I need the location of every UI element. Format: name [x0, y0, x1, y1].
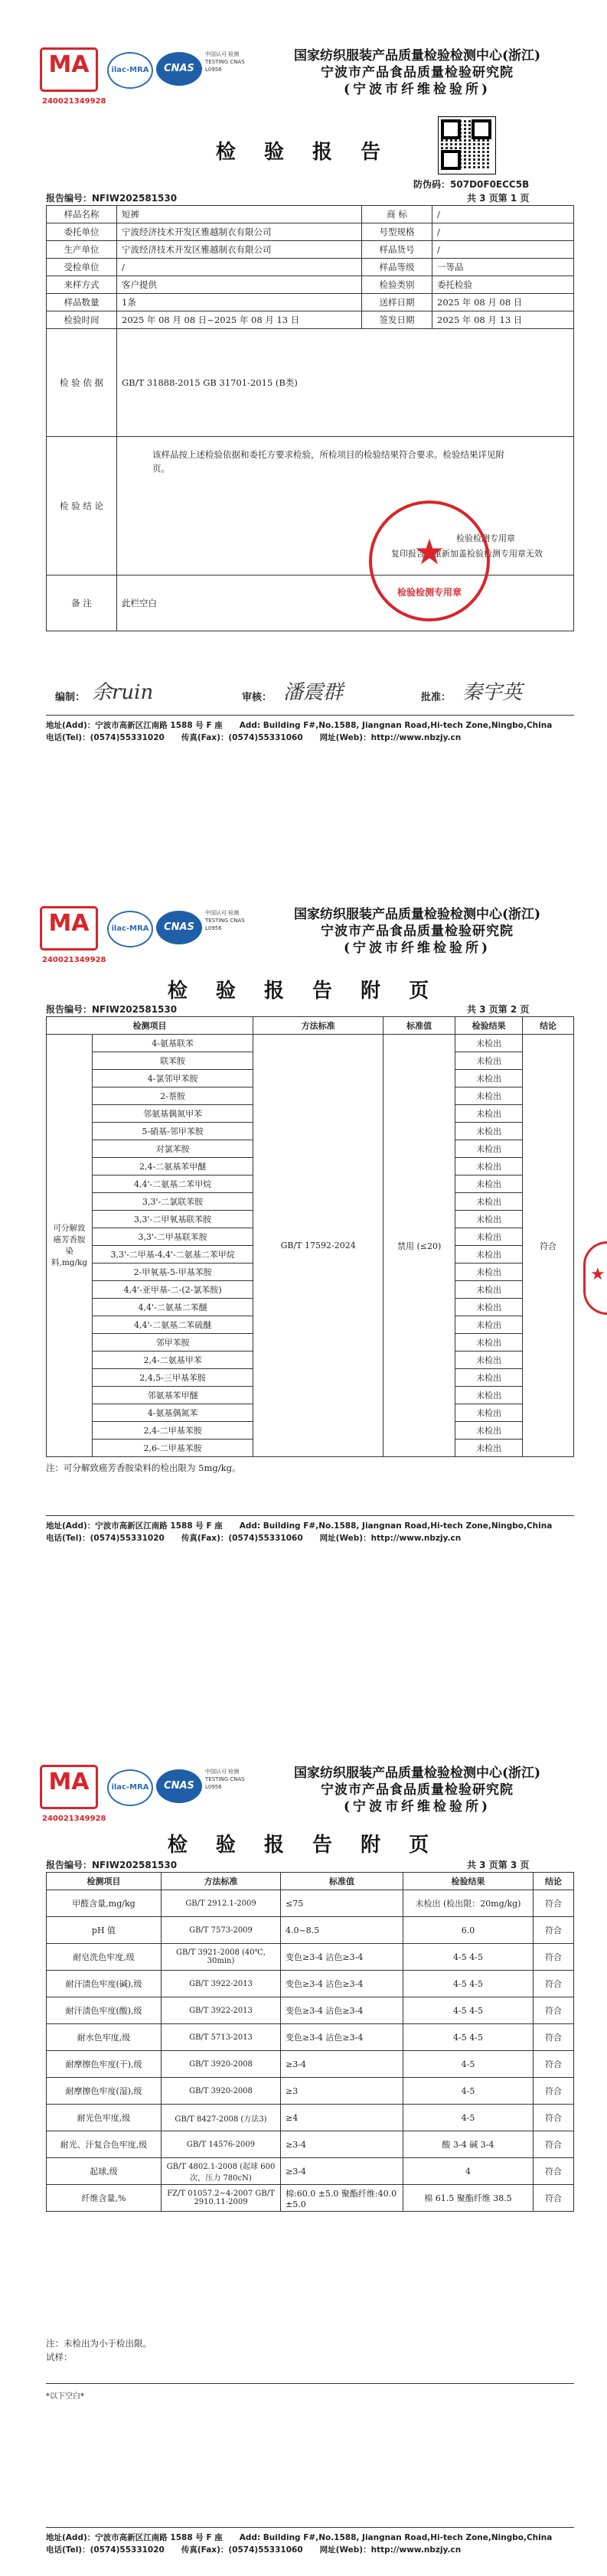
col-header-conclusion: 结论	[523, 1017, 574, 1035]
basis-value: GB/T 31888-2015 GB 31701-2015 (B类)	[117, 329, 574, 437]
ilac-logo: ilac-MRA	[107, 52, 153, 89]
method-standard: GB/T 2912.1-2009	[162, 1890, 281, 1917]
seam-stamp	[583, 1241, 607, 1315]
table-row	[47, 2105, 574, 2131]
conclusion-value: 符合	[534, 2158, 574, 2185]
method-standard: GB/T 3920-2008	[162, 2051, 281, 2078]
result-value: 4-5	[403, 2078, 534, 2105]
result-value: 未检出	[455, 1228, 523, 1246]
table-row	[47, 206, 574, 223]
report-info-table	[46, 205, 574, 631]
cma-logo: MA 240021349928	[40, 906, 98, 951]
result-value: 未检出	[455, 1422, 523, 1440]
field-label: 送样日期	[362, 294, 432, 311]
conclusion-value: 符合	[534, 1971, 574, 1997]
table-header-row	[47, 1017, 574, 1035]
result-value: 未检出	[455, 1299, 523, 1316]
footer-divider	[46, 715, 574, 716]
field-value: 客户提供	[117, 276, 362, 294]
conclusion-value: 符合	[534, 2185, 574, 2212]
result-value: 未检出	[455, 1211, 523, 1228]
field-label: 商 标	[362, 206, 432, 223]
compiler-signature: 余ruin	[92, 681, 154, 704]
blank-divider	[46, 2383, 574, 2384]
method-standard: GB/T 7573-2009	[162, 1917, 281, 1944]
method-standard: GB/T 3921-2008 (40℃, 30min)	[162, 1944, 281, 1971]
item-name: 联苯胺	[93, 1052, 253, 1070]
page-header	[0, 859, 607, 981]
result-value: 未检出	[455, 1440, 523, 1457]
page-title: 检 验 报 告 附 页	[167, 980, 440, 1003]
result-value: 未检出	[455, 1316, 523, 1334]
page-title: 检 验 报 告 附 页	[167, 1834, 440, 1857]
table-row	[47, 1944, 574, 1971]
result-value: 未检出	[455, 1176, 523, 1193]
result-value: 未检出	[455, 1281, 523, 1299]
cma-logo: MA 240021349928	[40, 1765, 98, 1809]
item-name: 甲醛含量,mg/kg	[47, 1890, 162, 1917]
approve-label: 批准：	[421, 692, 452, 703]
item-name: 4-氨基偶氮苯	[93, 1404, 253, 1422]
remark-value: 此栏空白	[117, 576, 574, 631]
table-row	[47, 2051, 574, 2078]
item-name: 4,4'-二氨基二苯甲烷	[93, 1176, 253, 1193]
ilac-logo: ilac-MRA	[107, 911, 153, 947]
table-note: 注：未检出为小于检出限。	[46, 2338, 152, 2349]
result-value: 未检出	[455, 1070, 523, 1087]
field-label: 检验时间	[47, 311, 117, 329]
conclusion-value: 符合	[534, 2051, 574, 2078]
cnas-note: 中国认可 检测 TESTING CNAS L0956	[205, 910, 245, 931]
item-name: 起球,级	[47, 2158, 162, 2185]
item-name: 邻氨基偶氮甲苯	[93, 1105, 253, 1123]
report-number: 报告编号：NFIW202581530	[46, 193, 178, 204]
col-header-item: 检测项目	[47, 1873, 162, 1890]
field-value: 短裤	[117, 206, 362, 223]
col-header-conclusion: 结论	[534, 1873, 574, 1890]
star-icon: ★	[590, 1265, 605, 1284]
conclusion-value: 符合	[534, 1997, 574, 2024]
result-value: 未检出	[455, 1105, 523, 1123]
item-name: 3,3'-二甲基-4,4'-二氨基二苯甲烷	[93, 1246, 253, 1264]
field-label: 签发日期	[362, 311, 432, 329]
item-name: 2,4-二甲基苯胺	[93, 1422, 253, 1440]
item-name: 3,3'-二甲氧基联苯胺	[93, 1211, 253, 1228]
method-standard: FZ/T 01057.2~4-2007 GB/T 2910.11-2009	[162, 2185, 281, 2212]
page-footer: 地址(Add)：宁波市高新区江南路 1588 号 F 座 Add: Building F#,No.1588, Jiangnan Road,Hi-tech Zone,Ningbo,China 电话(Tel)：(0574)55331020 传真(Fax)：(0574)55331060 网址(Web)：http://www.nbzjy.cn	[46, 721, 553, 742]
conclusion-value: 符合	[534, 1917, 574, 1944]
field-value: 委托检验	[432, 276, 574, 294]
item-name: 4,4'-亚甲基-二-(2-氯苯胺)	[93, 1281, 253, 1299]
result-value: 未检出	[455, 1404, 523, 1422]
table-row	[47, 2131, 574, 2158]
col-header-result: 检验结果	[455, 1017, 523, 1035]
col-header-item: 检测项目	[47, 1017, 253, 1035]
table-row	[47, 1917, 574, 1944]
cma-logo: MA 240021349928	[40, 47, 98, 92]
report-number: 报告编号：NFIW202581530	[46, 1860, 178, 1870]
result-value: 未检出	[455, 1158, 523, 1176]
result-value: 4-5 4-5	[403, 2024, 534, 2051]
item-name: 耐汗渍色牢度(酸),级	[47, 1997, 162, 2024]
inspection-stamp: ★ 检验检测专用章	[369, 501, 490, 621]
field-label: 来样方式	[47, 276, 117, 294]
field-value: 1条	[117, 294, 362, 311]
standard-value: 4.0~8.5	[281, 1917, 403, 1944]
conclusion-value: 符合	[534, 2024, 574, 2051]
result-value: 未检出	[455, 1193, 523, 1211]
table-row	[47, 1971, 574, 1997]
approver-signature: 秦宇英	[462, 681, 523, 704]
page-footer: 地址(Add)：宁波市高新区江南路 1588 号 F 座 Add: Building F#,No.1588, Jiangnan Road,Hi-tech Zone,Ningbo,China 电话(Tel)：(0574)55331020 传真(Fax)：(0574)55331060 网址(Web)：http://www.nbzjy.cn	[46, 2533, 553, 2555]
standard-value: 禁用 (≤20)	[383, 1035, 455, 1457]
col-header-std: 标准值	[281, 1873, 403, 1890]
field-value: 2025 年 08 月 08 日~2025 年 08 月 13 日	[117, 311, 362, 329]
remark-label: 备 注	[47, 576, 117, 631]
item-name: 2-萘胺	[93, 1087, 253, 1105]
conclusion-value: 符合	[534, 1944, 574, 1971]
page-footer: 地址(Add)：宁波市高新区江南路 1588 号 F 座 Add: Building F#,No.1588, Jiangnan Road,Hi-tech Zone,Ningbo,China 电话(Tel)：(0574)55331020 传真(Fax)：(0574)55331060 网址(Web)：http://www.nbzjy.cn	[46, 1521, 553, 1543]
institution-name: 国家纺织服装产品质量检验检测中心(浙江) 宁波市产品食品质量检验研究院 (宁波市纤维检验所)	[293, 48, 541, 97]
result-value: 未检出	[455, 1087, 523, 1105]
cnas-logo: CNAS	[156, 911, 202, 944]
item-name: 2,4-二氨基甲苯	[93, 1352, 253, 1369]
result-value: 4	[403, 2158, 534, 2185]
standard-value: 变色≥3-4 沾色≥3-4	[281, 1997, 403, 2024]
item-name: 2-甲氧基-5-甲基苯胺	[93, 1264, 253, 1281]
table-row	[47, 276, 574, 294]
table-row	[47, 1035, 574, 1052]
item-name: 2,6-二甲基苯胺	[93, 1440, 253, 1457]
result-value: 未检出	[455, 1387, 523, 1404]
field-value: /	[432, 223, 574, 241]
azo-dye-table	[46, 1016, 574, 1457]
result-value: 6.0	[403, 1917, 534, 1944]
item-name: pH 值	[47, 1917, 162, 1944]
item-name: 耐摩擦色牢度(干),级	[47, 2051, 162, 2078]
page-header	[0, 1717, 607, 1840]
cnas-note: 中国认可 检测 TESTING CNAS L0956	[205, 51, 245, 73]
result-value: 4-5	[403, 2051, 534, 2078]
anti-fake-code: 防伪码：507D0F0ECC5B	[413, 179, 530, 190]
footer-divider	[46, 2527, 574, 2528]
field-label: 样品等级	[362, 259, 432, 276]
table-row	[47, 2158, 574, 2185]
item-name: 2,4,5-三甲基苯胺	[93, 1369, 253, 1387]
table-note: 注：可分解致癌芳香胺染料的检出限为 5mg/kg。	[46, 1462, 241, 1473]
review-label: 审核：	[242, 692, 272, 703]
cnas-note: 中国认可 检测 TESTING CNAS L0956	[205, 1769, 245, 1790]
field-label: 受检单位	[47, 259, 117, 276]
field-value: 宁波经济技术开发区雅越制衣有限公司	[117, 241, 362, 259]
table-row	[47, 2078, 574, 2105]
result-value: 未检出	[455, 1246, 523, 1264]
standard-value: ≥3-4	[281, 2131, 403, 2158]
page-info: 共 3 页第 2 页	[467, 1004, 530, 1015]
standard-value: ≥3-4	[281, 2158, 403, 2185]
col-header-std: 标准值	[383, 1017, 455, 1035]
conclusion-value: 该样品按上述检验依据和委托方要求检验，所检项目的检验结果符合要求。检验结果详见附页。	[152, 449, 504, 474]
item-name: 邻甲苯胺	[93, 1334, 253, 1352]
method-standard: GB/T 4802.1-2008 (起球 600 次，压力 780cN)	[162, 2158, 281, 2185]
cnas-logo: CNAS	[156, 52, 202, 86]
table-row	[47, 241, 574, 259]
standard-value: 变色≥3-4 沾色≥3-4	[281, 1971, 403, 1997]
page-info: 共 3 页第 1 页	[467, 193, 530, 204]
method-standard: GB/T 8427-2008 (方法3)	[162, 2105, 281, 2131]
standard-value: ≥3	[281, 2078, 403, 2105]
basis-row	[47, 329, 574, 437]
conclusion-label: 检 验 结 论	[47, 437, 117, 576]
result-value: 未检出	[455, 1352, 523, 1369]
field-value: /	[432, 206, 574, 223]
method-standard: GB/T 5713-2013	[162, 2024, 281, 2051]
field-value: 2025 年 08 月 13 日	[432, 311, 574, 329]
result-value: 未检出	[455, 1369, 523, 1387]
institution-name: 国家纺织服装产品质量检验检测中心(浙江) 宁波市产品食品质量检验研究院 (宁波市纤维检验所)	[293, 1766, 541, 1815]
item-name: 3,3'-二氯联苯胺	[93, 1193, 253, 1211]
col-header-method: 方法标准	[162, 1873, 281, 1890]
report-number: 报告编号：NFIW202581530	[46, 1004, 178, 1015]
standard-value: ≥4	[281, 2105, 403, 2131]
method-standard: GB/T 14576-2009	[162, 2131, 281, 2158]
table-row	[47, 1890, 574, 1917]
field-value: /	[432, 241, 574, 259]
report-page-2	[0, 859, 607, 1717]
field-label: 检验类别	[362, 276, 432, 294]
ilac-logo: ilac-MRA	[107, 1769, 153, 1806]
result-value: 未检出	[455, 1052, 523, 1070]
method-standard: GB/T 3922-2013	[162, 1971, 281, 1997]
method-standard: GB/T 3922-2013	[162, 1997, 281, 2024]
conclusion-row	[47, 437, 574, 576]
result-value: 未检出	[455, 1123, 523, 1140]
result-value: 4-5 4-5	[403, 1997, 534, 2024]
result-value: 未检出	[455, 1264, 523, 1281]
result-value: 未检出	[455, 1140, 523, 1158]
result-value: 未检出 (检出限：20mg/kg)	[403, 1890, 534, 1917]
cnas-logo: CNAS	[156, 1769, 202, 1803]
field-label: 样品货号	[362, 241, 432, 259]
page-info: 共 3 页第 3 页	[467, 1860, 530, 1870]
table-row	[47, 223, 574, 241]
result-value: 酸 3-4 碱 3-4	[403, 2131, 534, 2158]
copy-note: 复印报告未重新加盖检验检测专用章无效	[391, 549, 543, 559]
physical-test-table	[46, 1872, 574, 2212]
report-page-1	[0, 0, 607, 859]
item-name: 耐汗渍色牢度(碱),级	[47, 1971, 162, 1997]
conclusion-value: 符合	[534, 2078, 574, 2105]
item-name: 耐水色牢度,级	[47, 2024, 162, 2051]
table-row	[47, 2024, 574, 2051]
field-label: 样品数量	[47, 294, 117, 311]
footer-divider	[46, 1515, 574, 1516]
group-label: 可分解致癌芳香胺染料,mg/kg	[47, 1035, 93, 1457]
table-header-row	[47, 1873, 574, 1890]
item-name: 耐摩擦色牢度(湿),级	[47, 2078, 162, 2105]
reviewer-signature: 潘震群	[283, 681, 344, 704]
standard-value: 变色≥3-4 沾色≥3-4	[281, 1944, 403, 1971]
field-value: 一等品	[432, 259, 574, 276]
page-title: 检 验 报 告	[215, 141, 392, 164]
field-label: 号型规格	[362, 223, 432, 241]
col-header-method: 方法标准	[253, 1017, 383, 1035]
item-name: 纤维含量,%	[47, 2185, 162, 2212]
table-row	[47, 259, 574, 276]
result-value: 4-5 4-5	[403, 1944, 534, 1971]
item-name: 耐皂洗色牢度,级	[47, 1944, 162, 1971]
standard-value: 变色≥3-4 沾色≥3-4	[281, 2024, 403, 2051]
field-value: /	[117, 259, 362, 276]
field-value: 宁波经济技术开发区雅越制衣有限公司	[117, 223, 362, 241]
table-row	[47, 311, 574, 329]
method-standard: GB/T 17592-2024	[253, 1035, 383, 1457]
standard-value: ≤75	[281, 1890, 403, 1917]
conclusion-value: 符合	[523, 1035, 574, 1457]
conclusion-value: 符合	[534, 2105, 574, 2131]
item-name: 4,4'-二氨基二苯醚	[93, 1299, 253, 1316]
result-value: 棉 61.5 聚酯纤维 38.5	[403, 2185, 534, 2212]
table-row	[47, 1997, 574, 2024]
field-value: 2025 年 08 月 08 日	[432, 294, 574, 311]
item-name: 邻氨基苯甲醚	[93, 1387, 253, 1404]
item-name: 耐光、汗复合色牢度,级	[47, 2131, 162, 2158]
standard-value: ≥3-4	[281, 2051, 403, 2078]
end-note: *以下空白*	[46, 2392, 84, 2401]
method-standard: GB/T 3920-2008	[162, 2078, 281, 2105]
item-name: 4,4'-二氨基二苯硫醚	[93, 1316, 253, 1334]
result-value: 4-5	[403, 2105, 534, 2131]
field-label: 委托单位	[47, 223, 117, 241]
conclusion-value: 符合	[534, 2131, 574, 2158]
item-name: 耐光色牢度,级	[47, 2105, 162, 2131]
result-value: 4-5 4-5	[403, 1971, 534, 1997]
field-label: 样品名称	[47, 206, 117, 223]
sample-note: 试样：	[46, 2352, 73, 2362]
field-label: 生产单位	[47, 241, 117, 259]
item-name: 4-氯邻甲苯胺	[93, 1070, 253, 1087]
result-value: 未检出	[455, 1334, 523, 1352]
compile-label: 编制：	[55, 692, 86, 703]
page-header	[0, 0, 607, 122]
standard-value: 棉:60.0 ±5.0 聚酯纤维:40.0 ±5.0	[281, 2185, 403, 2212]
item-name: 3,3'-二甲基联苯胺	[93, 1228, 253, 1246]
col-header-result: 检验结果	[403, 1873, 534, 1890]
result-value: 未检出	[455, 1035, 523, 1052]
stamp-note: 检验检测专用章	[456, 533, 515, 543]
table-row	[47, 2185, 574, 2212]
item-name: 2,4-二氨基苯甲醚	[93, 1158, 253, 1176]
conclusion-value: 符合	[534, 1890, 574, 1917]
basis-label: 检 验 依 据	[47, 329, 117, 437]
star-icon: ★	[413, 531, 445, 572]
table-row	[47, 294, 574, 311]
item-name: 对氯苯胺	[93, 1140, 253, 1158]
report-page-3	[0, 1717, 607, 2576]
remark-row	[47, 576, 574, 631]
institution-name: 国家纺织服装产品质量检验检测中心(浙江) 宁波市产品食品质量检验研究院 (宁波市纤维检验所)	[293, 907, 541, 956]
item-name: 5-硝基-邻甲苯胺	[93, 1123, 253, 1140]
item-name: 4-氨基联苯	[93, 1035, 253, 1052]
